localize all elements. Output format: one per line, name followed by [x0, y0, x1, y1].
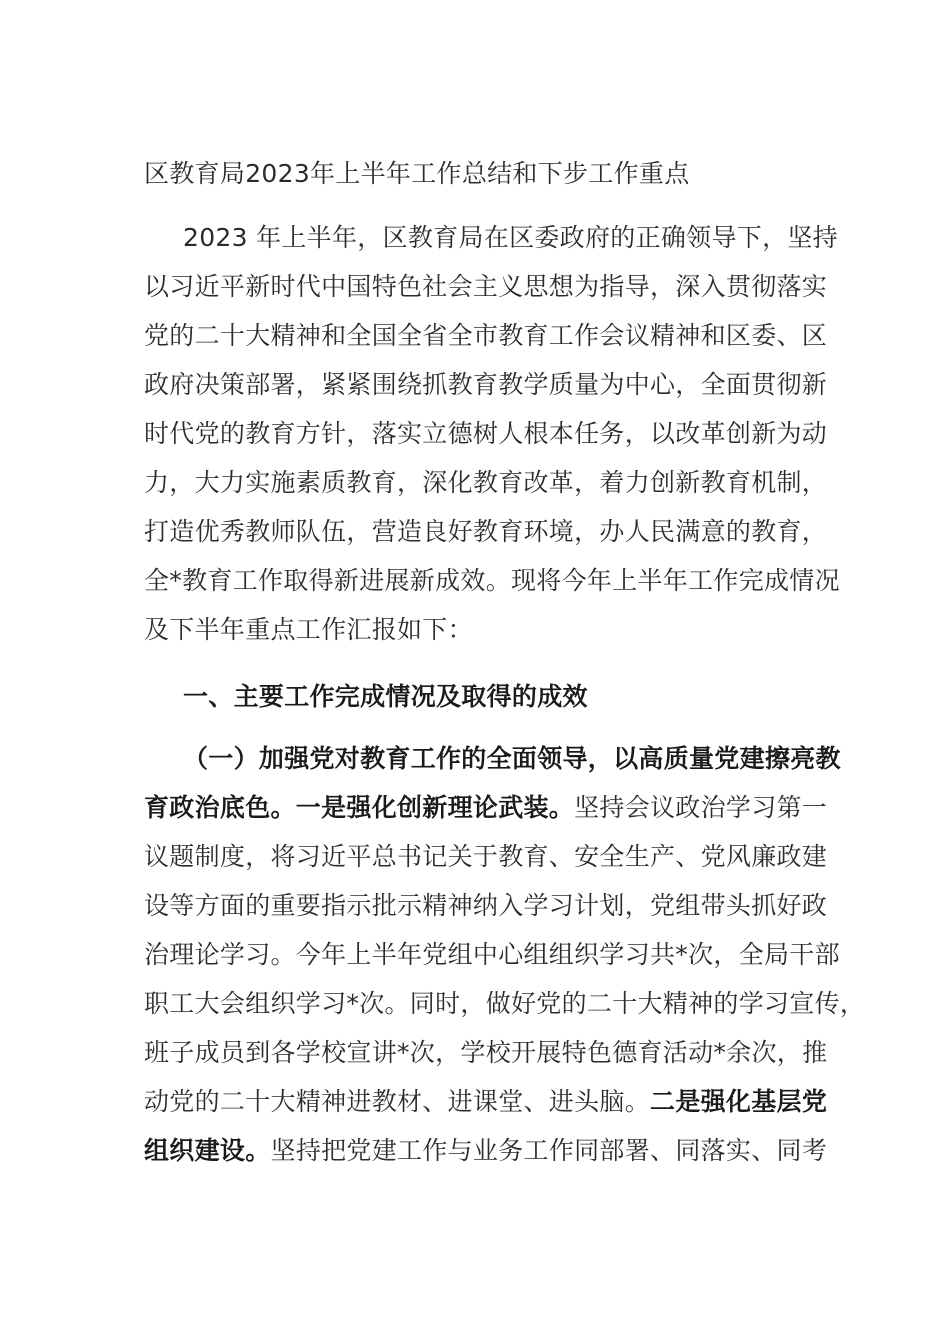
intro-line-3: 党的二十大精神和全国全省全市教育工作会议精神和区委、区	[144, 321, 828, 350]
intro-line-6: 力，大力实施素质教育，深化教育改革，着力创新教育机制，	[144, 468, 828, 497]
body-line-9-text: 坚持把党建工作与业务工作同部署、同落实、同考	[270, 1136, 828, 1165]
section-heading-1: 一、主要工作完成情况及取得的成效	[183, 682, 588, 711]
body-line-7: 班子成员到各学校宣讲*次，学校开展特色德育活动*余次，推	[144, 1038, 828, 1067]
body-line-8-text: 动党的二十大精神进教材、进课堂、进头脑。	[144, 1087, 651, 1116]
intro-line-7: 打造优秀教师队伍，营造良好教育环境，办人民满意的教育，	[144, 517, 828, 546]
body-line-8-bold: 二是强化基层党	[650, 1087, 828, 1116]
subsection-heading-line-2: 育政治底色。一是强化创新理论武装。	[144, 793, 575, 822]
subsection-line-2-text: 坚持会议政治学习第一	[574, 793, 828, 822]
body-line-3: 议题制度，将习近平总书记关于教育、安全生产、党风廉政建	[144, 842, 828, 871]
subsection-line-2	[144, 791, 828, 825]
intro-line-8: 全*教育工作取得新进展新成效。现将今年上半年工作完成情况	[144, 566, 840, 595]
subsection-heading-line-1: （一）加强党对教育工作的全面领导，以高质量党建擦亮教	[183, 744, 841, 773]
body-line-8	[144, 1085, 828, 1119]
body-line-6: 职工大会组织学习*次。同时，做好党的二十大精神的学习宣传，	[144, 989, 866, 1018]
intro-line-5: 时代党的教育方针，落实立德树人根本任务，以改革创新为动	[144, 419, 828, 448]
document-title: 区教育局2023年上半年工作总结和下步工作重点	[144, 159, 690, 188]
body-line-5: 治理论学习。今年上半年党组中心组组织学习共*次，全局干部	[144, 940, 840, 969]
intro-line-4: 政府决策部署，紧紧围绕抓教育教学质量为中心，全面贯彻新	[144, 370, 828, 399]
body-line-9-bold: 组织建设。	[144, 1136, 271, 1165]
intro-line-2: 以习近平新时代中国特色社会主义思想为指导，深入贯彻落实	[144, 272, 828, 301]
body-line-9	[144, 1134, 828, 1168]
intro-line-1: 2023 年上半年，区教育局在区委政府的正确领导下，坚持	[183, 223, 838, 252]
intro-line-9: 及下半年重点工作汇报如下：	[144, 615, 473, 644]
body-line-4: 设等方面的重要指示批示精神纳入学习计划，党组带头抓好政	[144, 891, 828, 920]
